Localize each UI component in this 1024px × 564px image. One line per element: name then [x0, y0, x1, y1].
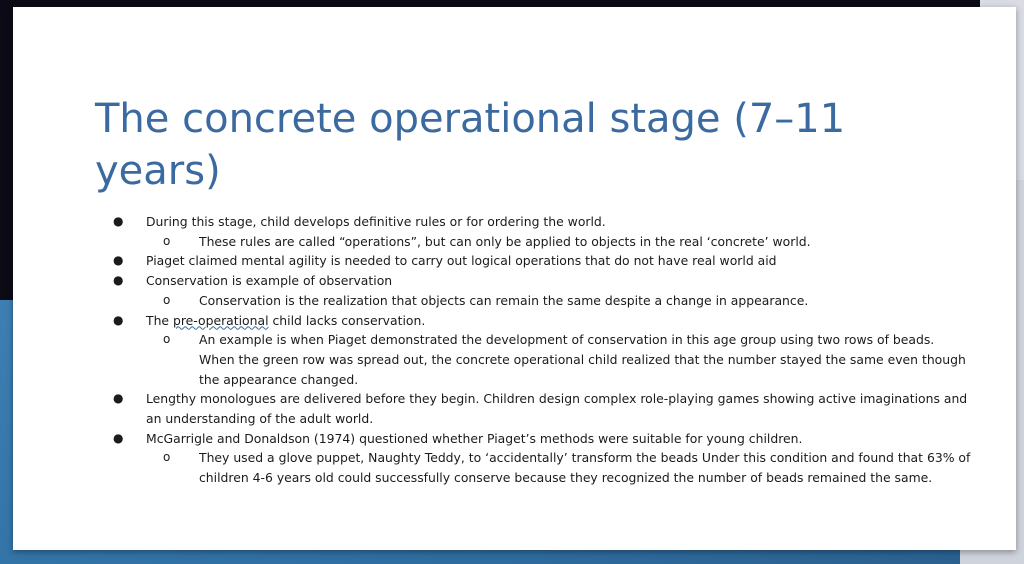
bullet-text-line: Lengthy monologues are delivered before they begin. Children design complex role-playing games showing active imaginations and	[146, 391, 968, 407]
bullet-icon: ●	[113, 312, 124, 327]
bullet-text-after: child lacks conservation.	[268, 312, 426, 328]
bullet-item	[13, 311, 1016, 331]
bullet-icon: ●	[113, 214, 124, 228]
sub-bullet-icon: o	[163, 332, 171, 347]
bullet-text-line: an understanding of the adult world.	[146, 411, 374, 427]
bullet-text: During this stage, child develops definitive rules or for ordering the world.	[146, 214, 606, 229]
sub-bullet-text-line: An example is when Piaget demonstrated the development of conservation in this age group using two rows of beads.	[199, 332, 935, 348]
bullet-text: Conservation is example of observation	[146, 273, 393, 289]
sub-bullet-icon: o	[163, 450, 171, 465]
sub-bullet-item	[13, 330, 1016, 389]
bullet-text: Piaget claimed mental agility is needed to carry out logical operations that do not have real world aid	[146, 253, 777, 269]
bullet-text: McGarrigle and Donaldson (1974) questioned whether Piaget’s methods were suitable for young children.	[146, 430, 803, 446]
sub-bullet-item	[13, 232, 1016, 252]
sub-bullet-item	[13, 291, 1016, 311]
bullet-item	[13, 271, 1016, 291]
slide	[13, 7, 1016, 550]
bullet-icon: ●	[113, 273, 124, 288]
bullet-item	[13, 389, 1016, 428]
sub-bullet-text-line: children 4-6 years old could successfully conserve because they recognized the number of beads remained the same.	[199, 470, 933, 486]
sub-bullet-item	[13, 448, 1016, 487]
slide-title: The concrete operational stage (7–11 years)	[95, 96, 846, 194]
sub-bullet-text: Conservation is the realization that objects can remain the same despite a change in appearance.	[199, 292, 809, 308]
bullet-item	[13, 429, 1016, 449]
sub-bullet-icon: o	[163, 233, 171, 248]
spellcheck-underlined-word: pre-operational	[172, 312, 269, 328]
sub-bullet-text: These rules are called “operations”, but can only be applied to objects in the real ‘concrete’ world.	[199, 233, 811, 249]
sub-bullet-icon: o	[163, 292, 171, 307]
sub-bullet-text-line: They used a glove puppet, Naughty Teddy, to ‘accidentally’ transform the beads Under this condition and found that 63% of	[199, 450, 971, 466]
bullet-text-before: The	[146, 312, 173, 328]
bullet-icon: ●	[113, 430, 124, 445]
bullet-item	[13, 212, 1016, 232]
bullet-icon: ●	[113, 391, 124, 406]
sub-bullet-text-line: the appearance changed.	[199, 371, 359, 387]
bullet-icon: ●	[113, 253, 124, 268]
slide-bullet-list	[13, 212, 1016, 488]
sub-bullet-text-line: When the green row was spread out, the concrete operational child realized that the number stayed the same even though	[199, 351, 966, 367]
bullet-item	[13, 251, 1016, 271]
